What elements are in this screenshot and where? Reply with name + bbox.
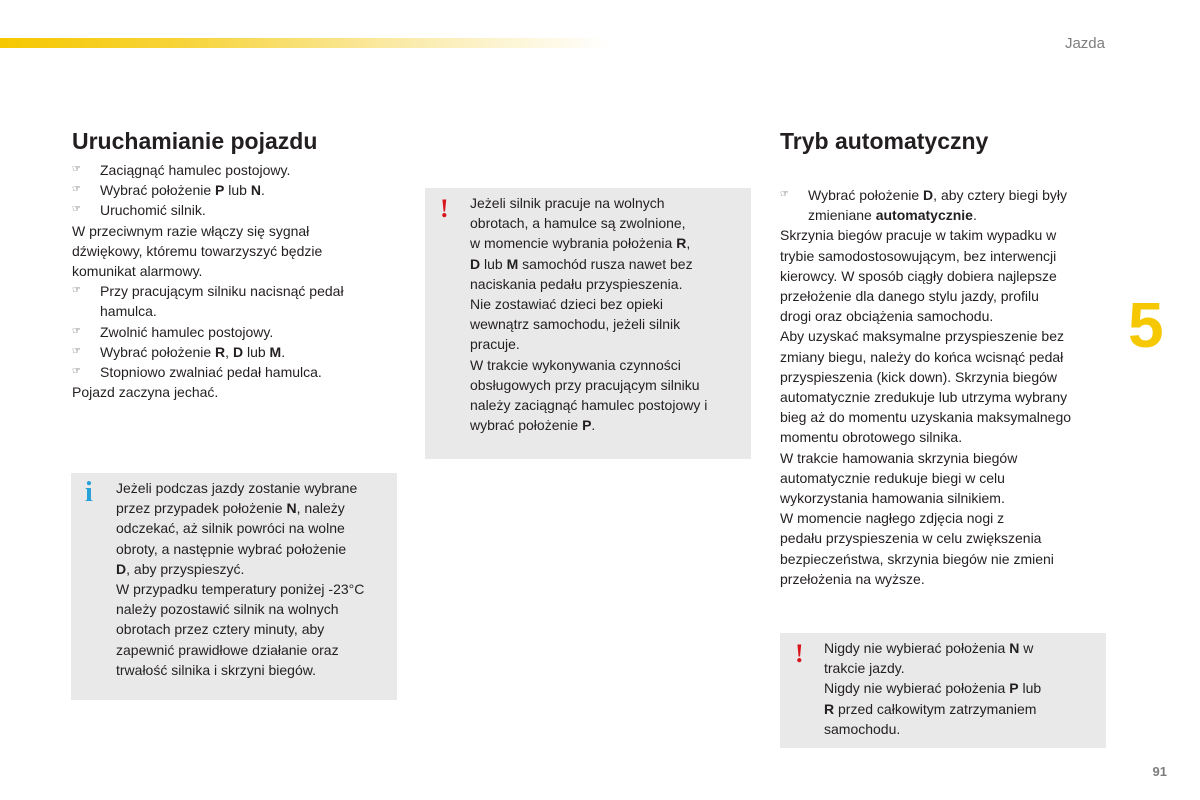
warning-line: Nigdy nie wybierać położenia P lub xyxy=(824,680,1042,697)
info-line: zapewnić prawidłowe działanie oraz xyxy=(116,641,339,658)
paragraph-line: wykorzystania hamowania silnikiem. xyxy=(780,490,1005,507)
paragraph-line: pedału przyspieszenia w celu zwiększenia xyxy=(780,530,1042,547)
right-column-text xyxy=(780,185,1120,589)
step-item xyxy=(780,185,1120,225)
header-accent-bar xyxy=(0,38,610,48)
warning-line: pracuje. xyxy=(470,336,520,353)
step-line: Wybrać położenie R, D lub M. xyxy=(100,343,286,360)
paragraph-2: Pojazd zaczyna jechać. xyxy=(72,384,219,401)
step-item xyxy=(72,180,392,200)
info-line: obroty, a następnie wybrać położenie xyxy=(116,540,347,557)
step-line: Wybrać położenie D, aby cztery biegi były xyxy=(808,187,1068,203)
paragraph-line: W momencie nagłego zdjęcia nogi z xyxy=(780,510,1005,527)
info-line: odczekać, aż silnik powróci na wolne xyxy=(116,520,345,537)
paragraph-line: komunikat alarmowy. xyxy=(72,263,203,280)
step-item xyxy=(72,342,392,362)
warning-line: wybrać położenie P. xyxy=(470,417,596,434)
warning-line: obrotach, a hamulce są zwolnione, xyxy=(470,215,686,232)
warning-box-text xyxy=(470,193,707,435)
steps-list-2 xyxy=(72,281,392,382)
warning-line: wewnątrz samochodu, jeżeli silnik xyxy=(470,316,681,333)
step-line: Uruchomić silnik. xyxy=(100,202,206,219)
info-icon: i xyxy=(85,477,93,508)
page-number: 91 xyxy=(1152,764,1167,779)
paragraph-line: trybie samodostosowującym, bez interwencji xyxy=(780,247,1057,264)
left-section-title: Uruchamianie pojazdu xyxy=(72,128,318,154)
warning-box-start xyxy=(425,188,751,459)
warning-line: W trakcie wykonywania czynności xyxy=(470,356,681,373)
info-line: Jeżeli podczas jazdy zostanie wybrane xyxy=(116,480,358,496)
warning-line: D lub M samochód rusza nawet bez xyxy=(470,255,693,272)
step-line: Wybrać położenie P lub N. xyxy=(100,182,265,199)
warning-line: w momencie wybrania położenia R, xyxy=(470,235,691,252)
right-section-title: Tryb automatyczny xyxy=(780,128,989,154)
info-line: przez przypadek położenie N, należy xyxy=(116,500,345,517)
section-label: Jazda xyxy=(1064,35,1105,52)
paragraph-line: dźwiękowy, któremu towarzyszyć będzie xyxy=(72,242,323,259)
info-line: należy pozostawić silnik na wolnych xyxy=(116,601,339,618)
warning-line: R przed całkowitym zatrzymaniem xyxy=(824,700,1037,717)
warning-line: naciskania pedału przyspieszenia. xyxy=(470,275,683,292)
step-line: Stopniowo zwalniać pedał hamulca. xyxy=(100,364,322,381)
info-line: W przypadku temperatury poniżej -23°C xyxy=(116,581,365,598)
chapter-number: 5 xyxy=(1128,289,1164,361)
step-line: Zwolnić hamulec postojowy. xyxy=(100,323,274,340)
info-box xyxy=(71,473,397,700)
paragraph-line: przełożenia na wyższe. xyxy=(780,570,925,587)
paragraph-line: W trakcie hamowania skrzynia biegów xyxy=(780,449,1018,466)
paragraph-line: bieg aż do momentu uzyskania maksymalnego xyxy=(780,409,1072,426)
paragraph-line: kierowcy. W sposób ciągły dobiera najlepsze xyxy=(780,267,1057,284)
warning-line: obsługowych przy pracującym silniku xyxy=(470,376,700,393)
paragraph-line: drogi oraz obciążenia samochodu. xyxy=(780,308,994,325)
step-item xyxy=(72,322,392,342)
pointing-hand-icon: ☞ xyxy=(72,285,81,297)
warning-line: Nie zostawiać dzieci bez opieki xyxy=(470,296,663,313)
warning-icon: ! xyxy=(795,639,804,668)
auto-mode-step xyxy=(780,185,1120,225)
pointing-hand-icon: ☞ xyxy=(72,164,81,175)
paragraph-line: przełożenie dla danego stylu jazdy, profilu xyxy=(780,288,1039,305)
warning-line: trakcie jazdy. xyxy=(824,660,905,677)
step-item xyxy=(72,200,392,220)
steps-list-1 xyxy=(72,160,392,221)
paragraph-line: Aby uzyskać maksymalne przyspieszenie bez xyxy=(780,328,1065,345)
info-line: obrotach przez cztery minuty, aby xyxy=(116,621,325,638)
paragraph-line: zmiany biegu, należy do końca wcisnąć pedał xyxy=(780,348,1064,365)
pointing-hand-icon: ☞ xyxy=(72,366,81,378)
info-line: D, aby przyspieszyć. xyxy=(116,560,245,577)
pointing-hand-icon: ☞ xyxy=(72,184,81,196)
step-item xyxy=(72,362,392,382)
step-line: zmieniane automatycznie. xyxy=(808,207,977,224)
warning-line: Jeżeli silnik pracuje na wolnych xyxy=(470,195,665,211)
step-line: Zaciągnąć hamulec postojowy. xyxy=(100,162,291,178)
paragraph-line: automatycznie zredukuje lub utrzyma wybrany xyxy=(780,389,1068,406)
pointing-hand-icon: ☞ xyxy=(780,189,789,200)
info-box-text xyxy=(116,478,364,680)
warning-line: Nigdy nie wybierać położenia N w xyxy=(824,640,1034,656)
paragraph-line: przyspieszenia (kick down). Skrzynia biegów xyxy=(780,368,1057,385)
warning-box-gear-text xyxy=(824,638,1041,739)
pointing-hand-icon: ☞ xyxy=(72,204,81,216)
step-item xyxy=(72,281,392,321)
warning-box-gear xyxy=(780,633,1106,748)
auto-mode-description xyxy=(780,225,1120,589)
paragraph-line: bezpieczeństwa, skrzynia biegów nie zmieni xyxy=(780,550,1054,567)
warning-line: samochodu. xyxy=(824,720,901,737)
pointing-hand-icon: ☞ xyxy=(72,345,81,357)
paragraph-line: automatycznie redukuje biegi w celu xyxy=(780,469,1005,486)
paragraph-line: Skrzynia biegów pracuje w takim wypadku w xyxy=(780,227,1057,244)
paragraph-line: W przeciwnym razie włączy się sygnał xyxy=(72,222,310,239)
left-column-text xyxy=(72,160,392,402)
info-line: trwałość silnika i skrzyni biegów. xyxy=(116,661,316,678)
warning-line: należy zaciągnąć hamulec postojowy i xyxy=(470,397,708,414)
step-line: Przy pracującym silniku nacisnąć pedał xyxy=(100,283,344,300)
step-line: hamulca. xyxy=(100,303,157,320)
pointing-hand-icon: ☞ xyxy=(72,325,81,337)
warning-icon: ! xyxy=(440,194,449,223)
step-item xyxy=(72,160,392,180)
paragraph-line: momentu obrotowego silnika. xyxy=(780,429,963,446)
paragraph-1 xyxy=(72,221,392,282)
